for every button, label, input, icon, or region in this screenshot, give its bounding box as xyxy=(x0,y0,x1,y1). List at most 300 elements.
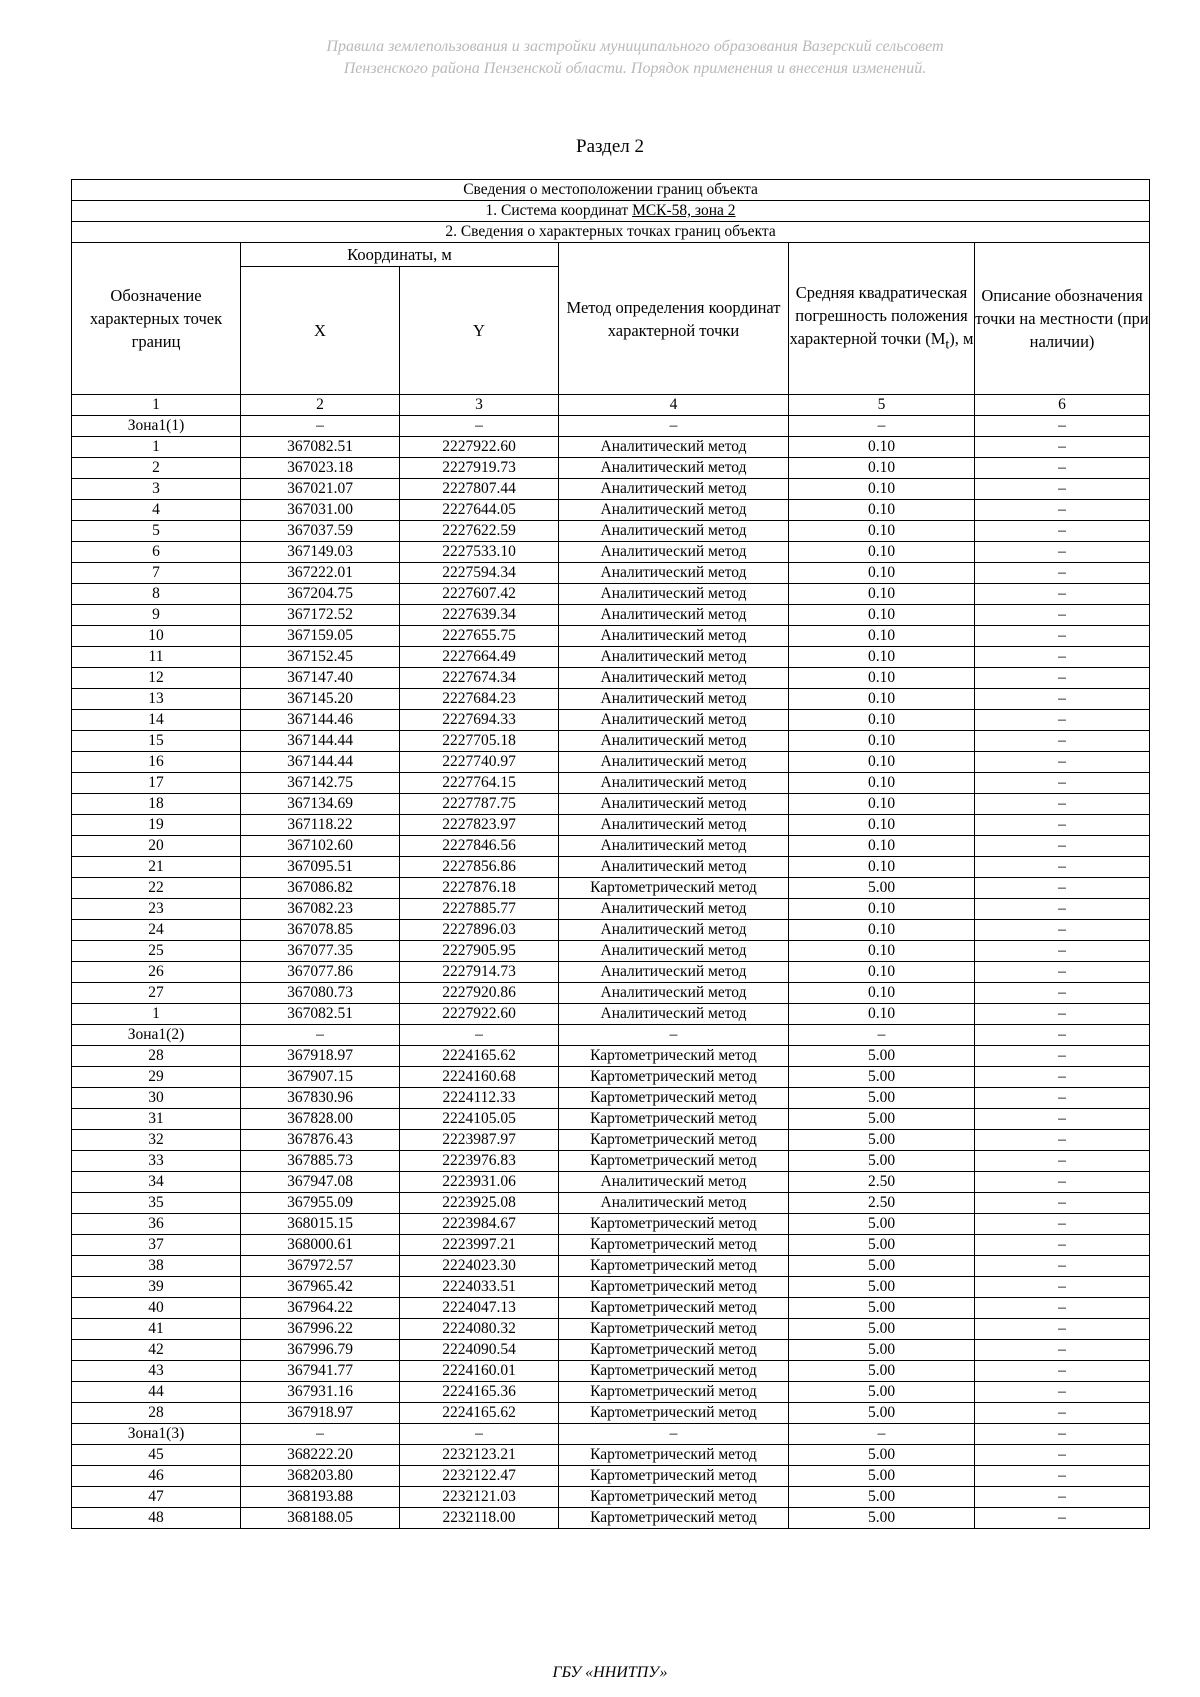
point-id-cell: 3 xyxy=(72,479,241,500)
point-id-cell: 7 xyxy=(72,563,241,584)
error-cell: 0.10 xyxy=(789,500,975,521)
y-cell: 2223931.06 xyxy=(400,1172,559,1193)
header-point-designation: Обозначение характерных точек границ xyxy=(72,243,241,395)
description-cell: – xyxy=(975,962,1150,983)
method-cell: Аналитический метод xyxy=(559,521,789,542)
point-id-cell: 11 xyxy=(72,647,241,668)
description-cell: – xyxy=(975,1487,1150,1508)
description-cell: – xyxy=(975,626,1150,647)
table-row xyxy=(72,878,1150,899)
x-cell: 367876.43 xyxy=(241,1130,400,1151)
point-id-cell: 33 xyxy=(72,1151,241,1172)
method-cell: Картометрический метод xyxy=(559,1298,789,1319)
point-id-cell: 27 xyxy=(72,983,241,1004)
method-cell: Картометрический метод xyxy=(559,1256,789,1277)
method-cell: Картометрический метод xyxy=(559,1340,789,1361)
point-id-cell: 48 xyxy=(72,1508,241,1529)
y-cell: 2224160.68 xyxy=(400,1067,559,1088)
error-cell: 0.10 xyxy=(789,668,975,689)
error-cell: 0.10 xyxy=(789,458,975,479)
table-row xyxy=(72,1466,1150,1487)
method-cell: Картометрический метод xyxy=(559,1508,789,1529)
x-cell: 367972.57 xyxy=(241,1256,400,1277)
point-id-cell: 37 xyxy=(72,1235,241,1256)
method-cell: Аналитический метод xyxy=(559,899,789,920)
table-row xyxy=(72,773,1150,794)
point-id-cell: 6 xyxy=(72,542,241,563)
x-cell: 367077.86 xyxy=(241,962,400,983)
description-cell: – xyxy=(975,668,1150,689)
y-cell: 2224080.32 xyxy=(400,1319,559,1340)
coordinate-system xyxy=(72,201,1150,222)
method-cell: – xyxy=(559,1424,789,1445)
error-cell: 0.10 xyxy=(789,479,975,500)
error-cell: – xyxy=(789,1424,975,1445)
method-cell: Картометрический метод xyxy=(559,1067,789,1088)
error-cell: – xyxy=(789,1025,975,1046)
description-cell: – xyxy=(975,815,1150,836)
method-cell: Аналитический метод xyxy=(559,1004,789,1025)
method-cell: Аналитический метод xyxy=(559,773,789,794)
x-cell: 367077.35 xyxy=(241,941,400,962)
table-row xyxy=(72,920,1150,941)
error-cell: 0.10 xyxy=(789,857,975,878)
method-cell: Аналитический метод xyxy=(559,1172,789,1193)
y-cell: 2227905.95 xyxy=(400,941,559,962)
y-cell: 2227594.34 xyxy=(400,563,559,584)
error-cell: 0.10 xyxy=(789,773,975,794)
method-cell: Аналитический метод xyxy=(559,437,789,458)
coordinate-system-row xyxy=(72,201,1150,222)
points-info-row xyxy=(72,222,1150,243)
x-cell: 367152.45 xyxy=(241,647,400,668)
method-cell: Картометрический метод xyxy=(559,1046,789,1067)
table-row xyxy=(72,1424,1150,1445)
y-cell: 2223925.08 xyxy=(400,1193,559,1214)
table-row xyxy=(72,1193,1150,1214)
y-cell: 2227655.75 xyxy=(400,626,559,647)
point-id-cell: 1 xyxy=(72,1004,241,1025)
y-cell: 2227922.60 xyxy=(400,1004,559,1025)
y-cell: 2224105.05 xyxy=(400,1109,559,1130)
method-cell: Картометрический метод xyxy=(559,1088,789,1109)
description-cell: – xyxy=(975,1256,1150,1277)
point-id-cell: 26 xyxy=(72,962,241,983)
point-id-cell: 31 xyxy=(72,1109,241,1130)
description-cell: – xyxy=(975,983,1150,1004)
y-cell: 2227856.86 xyxy=(400,857,559,878)
description-cell: – xyxy=(975,1172,1150,1193)
method-cell: Картометрический метод xyxy=(559,1466,789,1487)
point-id-cell: 16 xyxy=(72,752,241,773)
method-cell: Аналитический метод xyxy=(559,1193,789,1214)
error-cell: 0.10 xyxy=(789,920,975,941)
error-cell: 5.00 xyxy=(789,1298,975,1319)
description-cell: – xyxy=(975,1214,1150,1235)
x-cell: 367955.09 xyxy=(241,1193,400,1214)
description-cell: – xyxy=(975,1424,1150,1445)
x-cell: 367996.22 xyxy=(241,1319,400,1340)
x-cell: – xyxy=(241,416,400,437)
description-cell: – xyxy=(975,1151,1150,1172)
table-title: Сведения о местоположении границ объекта xyxy=(72,180,1150,201)
point-id-cell: 22 xyxy=(72,878,241,899)
point-id-cell: 38 xyxy=(72,1256,241,1277)
table-row xyxy=(72,1025,1150,1046)
y-cell: 2227533.10 xyxy=(400,542,559,563)
error-cell: 0.10 xyxy=(789,1004,975,1025)
y-cell: 2227876.18 xyxy=(400,878,559,899)
x-cell: 367021.07 xyxy=(241,479,400,500)
y-cell: 2224165.62 xyxy=(400,1046,559,1067)
y-cell: 2227664.49 xyxy=(400,647,559,668)
column-number: 5 xyxy=(789,395,975,416)
x-cell: 367095.51 xyxy=(241,857,400,878)
description-cell: – xyxy=(975,710,1150,731)
description-cell: – xyxy=(975,1046,1150,1067)
error-cell: 5.00 xyxy=(789,1088,975,1109)
x-cell: 367082.51 xyxy=(241,1004,400,1025)
header-row-1 xyxy=(72,243,1150,267)
description-cell: – xyxy=(975,857,1150,878)
method-cell: Картометрический метод xyxy=(559,1361,789,1382)
x-cell: 368193.88 xyxy=(241,1487,400,1508)
y-cell: 2223976.83 xyxy=(400,1151,559,1172)
method-cell: Аналитический метод xyxy=(559,584,789,605)
x-cell: 367172.52 xyxy=(241,605,400,626)
description-cell: – xyxy=(975,878,1150,899)
table-row xyxy=(72,500,1150,521)
method-cell: Картометрический метод xyxy=(559,878,789,899)
x-cell: 367222.01 xyxy=(241,563,400,584)
point-id-cell: 28 xyxy=(72,1046,241,1067)
y-cell: 2227914.73 xyxy=(400,962,559,983)
x-cell: 368000.61 xyxy=(241,1235,400,1256)
method-cell: Аналитический метод xyxy=(559,479,789,500)
x-cell: 367907.15 xyxy=(241,1067,400,1088)
x-cell: 368222.20 xyxy=(241,1445,400,1466)
y-cell: 2227639.34 xyxy=(400,605,559,626)
point-id-cell: 5 xyxy=(72,521,241,542)
table-row xyxy=(72,437,1150,458)
point-id-cell: 46 xyxy=(72,1466,241,1487)
section-title: Раздел 2 xyxy=(576,136,644,157)
table-row xyxy=(72,1172,1150,1193)
column-numbers-row xyxy=(72,395,1150,416)
method-cell: Аналитический метод xyxy=(559,815,789,836)
x-cell: 367947.08 xyxy=(241,1172,400,1193)
error-cell: 5.00 xyxy=(789,1235,975,1256)
x-cell: 367159.05 xyxy=(241,626,400,647)
boundary-points-table xyxy=(71,179,1150,1529)
error-cell: 5.00 xyxy=(789,1445,975,1466)
table-row xyxy=(72,1382,1150,1403)
y-cell: – xyxy=(400,416,559,437)
point-id-cell: 34 xyxy=(72,1172,241,1193)
table-row xyxy=(72,983,1150,1004)
point-id-cell: 23 xyxy=(72,899,241,920)
description-cell: – xyxy=(975,1319,1150,1340)
error-cell: 5.00 xyxy=(789,1361,975,1382)
table-row xyxy=(72,752,1150,773)
table-row xyxy=(72,1298,1150,1319)
point-id-cell: 45 xyxy=(72,1445,241,1466)
x-cell: 367082.23 xyxy=(241,899,400,920)
table-row xyxy=(72,1088,1150,1109)
point-id-cell: 36 xyxy=(72,1214,241,1235)
error-cell: 0.10 xyxy=(789,689,975,710)
error-cell: 0.10 xyxy=(789,815,975,836)
description-cell: – xyxy=(975,1088,1150,1109)
y-cell: 2227807.44 xyxy=(400,479,559,500)
method-cell: Картометрический метод xyxy=(559,1319,789,1340)
point-id-cell: 41 xyxy=(72,1319,241,1340)
method-cell: Аналитический метод xyxy=(559,689,789,710)
x-cell: 367931.16 xyxy=(241,1382,400,1403)
point-id-cell: Зона1(3) xyxy=(72,1424,241,1445)
y-cell: 2227740.97 xyxy=(400,752,559,773)
description-cell: – xyxy=(975,1130,1150,1151)
table-row xyxy=(72,1067,1150,1088)
x-cell: 367037.59 xyxy=(241,521,400,542)
error-cell: 5.00 xyxy=(789,1130,975,1151)
x-cell: 367885.73 xyxy=(241,1151,400,1172)
error-cell: – xyxy=(789,416,975,437)
method-cell: Картометрический метод xyxy=(559,1487,789,1508)
description-cell: – xyxy=(975,920,1150,941)
x-cell: 367830.96 xyxy=(241,1088,400,1109)
column-number: 1 xyxy=(72,395,241,416)
x-cell: – xyxy=(241,1424,400,1445)
y-cell: 2227674.34 xyxy=(400,668,559,689)
method-cell: Картометрический метод xyxy=(559,1151,789,1172)
x-cell: 367144.44 xyxy=(241,752,400,773)
method-cell: Аналитический метод xyxy=(559,983,789,1004)
description-cell: – xyxy=(975,500,1150,521)
point-id-cell: 9 xyxy=(72,605,241,626)
table-row xyxy=(72,1004,1150,1025)
page-header-line2: Пензенского района Пензенской области. Порядок применения и внесения изменений. xyxy=(343,60,927,77)
x-cell: 367078.85 xyxy=(241,920,400,941)
x-cell: 367918.97 xyxy=(241,1403,400,1424)
point-id-cell: 1 xyxy=(72,437,241,458)
table-row xyxy=(72,1508,1150,1529)
table-row xyxy=(72,1403,1150,1424)
method-cell: Аналитический метод xyxy=(559,836,789,857)
error-cell: 2.50 xyxy=(789,1172,975,1193)
table-row xyxy=(72,1235,1150,1256)
coordinate-system-label: 1. Система координат xyxy=(485,202,633,219)
y-cell: 2224090.54 xyxy=(400,1340,559,1361)
header-description: Описание обозначения точки на местности (при наличии) xyxy=(975,243,1150,395)
description-cell: – xyxy=(975,752,1150,773)
table-row xyxy=(72,815,1150,836)
header-x: X xyxy=(241,267,400,395)
point-id-cell: 17 xyxy=(72,773,241,794)
method-cell: Картометрический метод xyxy=(559,1130,789,1151)
description-cell: – xyxy=(975,605,1150,626)
method-cell: Картометрический метод xyxy=(559,1277,789,1298)
y-cell: 2232123.21 xyxy=(400,1445,559,1466)
error-cell: 5.00 xyxy=(789,878,975,899)
point-id-cell: 43 xyxy=(72,1361,241,1382)
error-cell: 0.10 xyxy=(789,437,975,458)
header-error-subscript: t xyxy=(945,336,950,352)
table-row xyxy=(72,416,1150,437)
method-cell: Аналитический метод xyxy=(559,647,789,668)
error-cell: 5.00 xyxy=(789,1466,975,1487)
x-cell: 368203.80 xyxy=(241,1466,400,1487)
point-id-cell: 25 xyxy=(72,941,241,962)
x-cell: 367149.03 xyxy=(241,542,400,563)
x-cell: 367080.73 xyxy=(241,983,400,1004)
x-cell: 367144.44 xyxy=(241,731,400,752)
y-cell: 2227896.03 xyxy=(400,920,559,941)
y-cell: 2232118.00 xyxy=(400,1508,559,1529)
point-id-cell: 47 xyxy=(72,1487,241,1508)
description-cell: – xyxy=(975,584,1150,605)
x-cell: 367964.22 xyxy=(241,1298,400,1319)
error-cell: 0.10 xyxy=(789,962,975,983)
x-cell: 368015.15 xyxy=(241,1214,400,1235)
description-cell: – xyxy=(975,1277,1150,1298)
point-id-cell: 42 xyxy=(72,1340,241,1361)
y-cell: 2227764.15 xyxy=(400,773,559,794)
table-row xyxy=(72,689,1150,710)
error-cell: 0.10 xyxy=(789,647,975,668)
y-cell: 2227846.56 xyxy=(400,836,559,857)
description-cell: – xyxy=(975,689,1150,710)
description-cell: – xyxy=(975,416,1150,437)
description-cell: – xyxy=(975,941,1150,962)
description-cell: – xyxy=(975,794,1150,815)
y-cell: 2227919.73 xyxy=(400,458,559,479)
error-cell: 0.10 xyxy=(789,710,975,731)
x-cell: 367086.82 xyxy=(241,878,400,899)
description-cell: – xyxy=(975,437,1150,458)
method-cell: Картометрический метод xyxy=(559,1109,789,1130)
method-cell: Аналитический метод xyxy=(559,563,789,584)
page-footer: ГБУ «ННИТПУ» xyxy=(552,1664,668,1681)
x-cell: 367118.22 xyxy=(241,815,400,836)
table-row xyxy=(72,836,1150,857)
y-cell: – xyxy=(400,1424,559,1445)
x-cell: 367031.00 xyxy=(241,500,400,521)
point-id-cell: 30 xyxy=(72,1088,241,1109)
point-id-cell: 13 xyxy=(72,689,241,710)
method-cell: Аналитический метод xyxy=(559,962,789,983)
point-id-cell: 8 xyxy=(72,584,241,605)
point-id-cell: 12 xyxy=(72,668,241,689)
table-row xyxy=(72,1151,1150,1172)
y-cell: 2223997.21 xyxy=(400,1235,559,1256)
table-row xyxy=(72,941,1150,962)
description-cell: – xyxy=(975,731,1150,752)
description-cell: – xyxy=(975,1004,1150,1025)
description-cell: – xyxy=(975,773,1150,794)
method-cell: – xyxy=(559,416,789,437)
point-id-cell: Зона1(1) xyxy=(72,416,241,437)
method-cell: Аналитический метод xyxy=(559,752,789,773)
y-cell: 2227684.23 xyxy=(400,689,559,710)
method-cell: Картометрический метод xyxy=(559,1214,789,1235)
error-cell: 0.10 xyxy=(789,941,975,962)
description-cell: – xyxy=(975,836,1150,857)
point-id-cell: 15 xyxy=(72,731,241,752)
table-row xyxy=(72,962,1150,983)
method-cell: – xyxy=(559,1025,789,1046)
point-id-cell: 24 xyxy=(72,920,241,941)
error-cell: 0.10 xyxy=(789,605,975,626)
table-row xyxy=(72,1487,1150,1508)
point-id-cell: 32 xyxy=(72,1130,241,1151)
point-id-cell: 35 xyxy=(72,1193,241,1214)
error-cell: 0.10 xyxy=(789,752,975,773)
description-cell: – xyxy=(975,563,1150,584)
error-cell: 0.10 xyxy=(789,731,975,752)
x-cell: 367134.69 xyxy=(241,794,400,815)
table-row xyxy=(72,731,1150,752)
method-cell: Картометрический метод xyxy=(559,1235,789,1256)
table-row xyxy=(72,605,1150,626)
y-cell: 2224165.62 xyxy=(400,1403,559,1424)
error-cell: 5.00 xyxy=(789,1487,975,1508)
x-cell: 367082.51 xyxy=(241,437,400,458)
error-cell: 0.10 xyxy=(789,521,975,542)
description-cell: – xyxy=(975,1382,1150,1403)
description-cell: – xyxy=(975,1508,1150,1529)
error-cell: 2.50 xyxy=(789,1193,975,1214)
error-cell: 5.00 xyxy=(789,1319,975,1340)
error-cell: 5.00 xyxy=(789,1382,975,1403)
method-cell: Аналитический метод xyxy=(559,710,789,731)
method-cell: Аналитический метод xyxy=(559,626,789,647)
error-cell: 0.10 xyxy=(789,899,975,920)
error-cell: 0.10 xyxy=(789,836,975,857)
table-row xyxy=(72,1277,1150,1298)
table-title-row xyxy=(72,180,1150,201)
method-cell: Картометрический метод xyxy=(559,1445,789,1466)
error-cell: 0.10 xyxy=(789,542,975,563)
x-cell: 367996.79 xyxy=(241,1340,400,1361)
description-cell: – xyxy=(975,479,1150,500)
x-cell: 367145.20 xyxy=(241,689,400,710)
table-row xyxy=(72,1319,1150,1340)
table-row xyxy=(72,1046,1150,1067)
table-row xyxy=(72,1214,1150,1235)
header-error-unit: ), м xyxy=(949,329,974,349)
method-cell: Аналитический метод xyxy=(559,458,789,479)
method-cell: Картометрический метод xyxy=(559,1403,789,1424)
error-cell: 5.00 xyxy=(789,1508,975,1529)
description-cell: – xyxy=(975,1361,1150,1382)
y-cell: 2227607.42 xyxy=(400,584,559,605)
method-cell: Аналитический метод xyxy=(559,542,789,563)
x-cell: 367102.60 xyxy=(241,836,400,857)
table-row xyxy=(72,1340,1150,1361)
table-row xyxy=(72,542,1150,563)
header-coordinates: Координаты, м xyxy=(241,243,559,267)
points-info-label: 2. Сведения о характерных точках границ объекта xyxy=(72,222,1150,243)
y-cell: 2224112.33 xyxy=(400,1088,559,1109)
error-cell: 5.00 xyxy=(789,1403,975,1424)
table-row xyxy=(72,1445,1150,1466)
table-row xyxy=(72,563,1150,584)
error-cell: 5.00 xyxy=(789,1214,975,1235)
error-cell: 5.00 xyxy=(789,1151,975,1172)
error-cell: 0.10 xyxy=(789,794,975,815)
description-cell: – xyxy=(975,458,1150,479)
